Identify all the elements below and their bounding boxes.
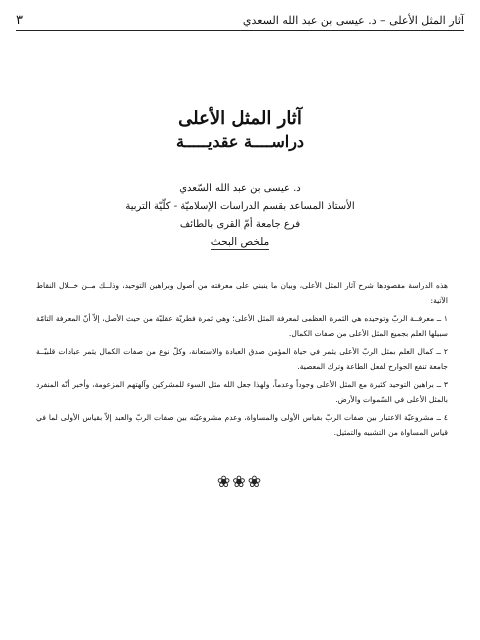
author-name: د. عيسى بن عبد الله السّعدي (179, 183, 301, 194)
flower-ornament-icon: ❀❀❀ (216, 472, 264, 491)
header-divider (16, 30, 464, 31)
abstract-body (36, 278, 448, 443)
abstract-intro: هذه الدراسة مقصودها شرح آثار المثل الأعلى، وبيان ما ينبني على معرفته من أصول وبراهين التوحيد، وذلــك مــن خــلال النقاط الآتية: (36, 281, 448, 305)
running-title: آثار المثل الأعلى – د. عيسى بن عبد الله السعدي (242, 14, 464, 27)
author-branch: فرع جامعة أمّ القرى بالطائف (179, 219, 301, 230)
abstract-heading (40, 236, 440, 248)
author-position: الأستاذ المساعد بقسم الدراسات الإسلاميّة - كلّيّة التربية (125, 201, 355, 212)
abstract-point-3: ٣ ــ براهين التوحيد كثيرة مع المثل الأعلى وجوداً وعدماً، ولهذا جعل الله مثل السوء للمشركين وآلهتهم المزعومة، وأخبر أنّه المنفرد بالمثل الأعلى في السّموات والأرض. (36, 380, 448, 404)
page-number: ٣ (16, 13, 23, 28)
abstract-point-4: ٤ ــ مشروعيّة الاعتبار بين صفات الربّ بقياس الأولى والمساواة، وعدم مشروعيّته بين صفات الربّ والعبد إلاّ بقياس الأولى لما في قياس المساواة من التشبيه والتمثيل. (36, 413, 448, 437)
abstract-heading-text: ملخص البحث (210, 236, 270, 248)
abstract-point-2: ٢ ــ كمال العلم بمثل الربّ الأعلى يثمر في حياة المؤمن صدق العبادة والاستعانة، وكلّ نوع من صفات الكمال يثمر عبادات قلبيّــة جامعة تنفع الجوارح لفعل الطاعة وترك المعصية. (36, 347, 448, 371)
abstract-point-1: ١ ــ معرفــة الربّ وتوحيده هي الثمرة العظمى لمعرفة المثل الأعلى؛ وهي ثمرة فطريّة عقليّة من حيث الأصل، إلاّ أنّ المعرفة التامّة سبيلها العلم بجميع المثل الأعلى من صفات الكمال. (36, 314, 448, 338)
article-title: آثار المثل الأعلى (178, 108, 302, 129)
article-subtitle: دراســــة عقديـــــة (175, 132, 305, 151)
page-header (16, 6, 464, 28)
author-block (40, 180, 440, 234)
